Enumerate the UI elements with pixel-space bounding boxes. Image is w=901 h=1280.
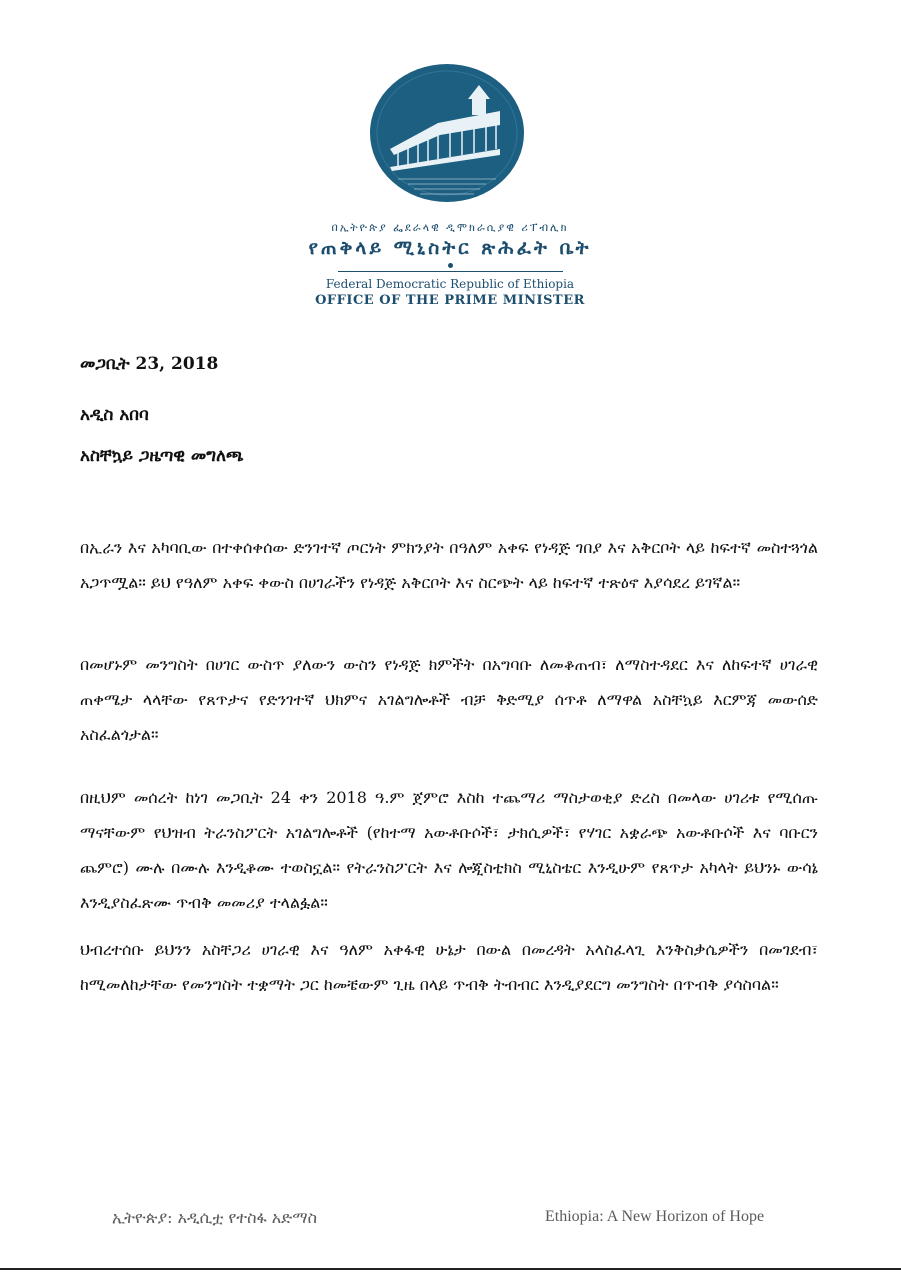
letterhead-divider [338, 271, 563, 272]
letterhead-dot [448, 263, 453, 268]
letterhead-amharic-subtitle: በኢትዮጵያ ፌደራላዊ ዲሞክራሲያዊ ሪፐብሊክ [331, 221, 569, 234]
body-paragraph-3: በዚህም መሰረት ከነገ መጋቢት 24 ቀን 2018 ዓ.ም ጀምሮ እስከ ተጨማሪ ማስታወቂያ ድረስ በመላው ሀገሪቱ የሚሰጡ ማናቸውም የህዝብ ትራንስፖርት አገልግሎቶች (የከተማ አውቶቡሶች፣ ታክሲዎች፣ የሃገር አቋራጭ አውቶቡሶች እና ባቡርን ጨምሮ) ሙሉ በሙሉ እንዲቆሙ ተወስኗል። የትራንስፖርት እና ሎጂስቲክስ ሚኒስቴር እንዲሁም የጸጥታ አካላት ይህንኑ ውሳኔ እንዲያስፈጽሙ ጥብቅ መመሪያ ተላልፏል። [80, 788, 818, 912]
letter-city: አዲስ አበባ [80, 405, 149, 425]
letterhead-english-subtitle: Federal Democratic Republic of Ethiopia [325, 277, 575, 291]
body-paragraph-2: በመሆኑም መንግስት በሀገር ውስጥ ያለውን ውስን የነዳጅ ክምችት በአግባቡ ለመቆጠብ፣ ለማስተዳደር እና ለከፍተኛ ሀገራዊ ጠቀሜታ ላላቸው የጸጥታና የድንገተኛ ህክምና አገልግሎቶች ብቻ ቅድሚያ ሰጥቶ ለማዋል አስቸኳይ እርምጃ መውሰድ አስፈልጎታል። [80, 655, 818, 744]
letter-date: መጋቢት 23, 2018 [80, 354, 219, 374]
palace-seal-icon [368, 63, 526, 203]
body-paragraph-4: ህብረተሰቡ ይህንን አስቸጋሪ ሀገራዊ እና ዓለም አቀፋዊ ሁኔታ በውል በመረዳት አላስፈላጊ እንቅስቃሴዎችን በመገደብ፣ ከሚመለከታቸው የመንግስት ተቋማት ጋር ከመቼውም ጊዜ በላይ ጥብቅ ትብብር እንዲያደርግ መንግስት በጥብቅ ያሳስባል። [80, 940, 818, 994]
letter-subject: አስቸኳይ ጋዜጣዊ መግለጫ [80, 446, 244, 466]
body-paragraph-1: በኢራን እና አካባቢው በተቀሰቀሰው ድንገተኛ ጦርነት ምክንያት በዓለም አቀፍ የነዳጅ ገበያ እና አቅርቦት ላይ ከፍተኛ መስተጓጎል አጋጥሟል። ይህ የዓለም አቀፍ ቀውስ በሀገራችን የነዳጅ አቅርቦት እና ስርጭት ላይ ከፍተኛ ተጽዕኖ እያሳደረ ይገኛል። [80, 538, 818, 592]
page-bottom-border [0, 1268, 901, 1270]
footer-amharic-slogan: ኢትዮጵያ: አዲሲቷ የተስፋ አድማስ [112, 1208, 318, 1227]
footer-english-slogan: Ethiopia: A New Horizon of Hope [545, 1208, 765, 1225]
letterhead-english-title: OFFICE OF THE PRIME MINISTER [315, 293, 585, 308]
letterhead-amharic-title: የጠቅላይ ሚኒስትር ጽሕፈት ቤት [308, 237, 592, 259]
letterhead [250, 220, 650, 310]
